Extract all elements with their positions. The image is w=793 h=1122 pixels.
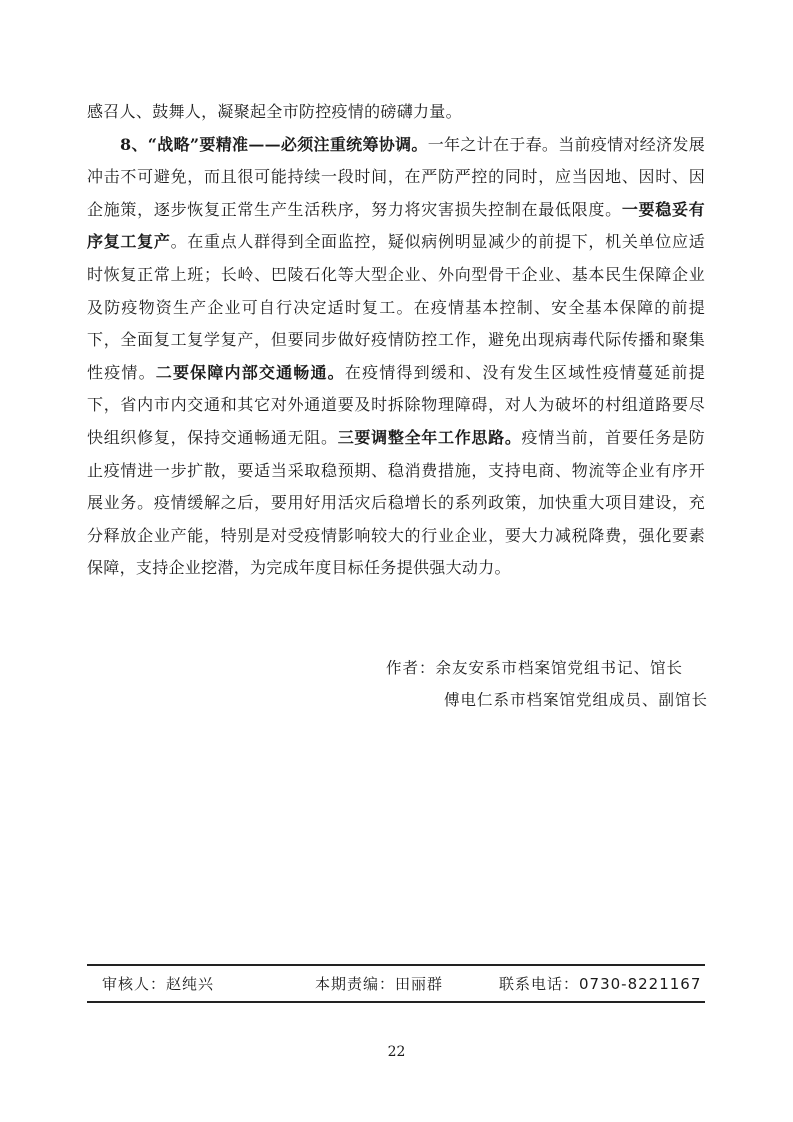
author-block — [380, 652, 720, 716]
point-heading-2: 二要保障内部交通畅通。 — [155, 362, 345, 382]
section-heading: 8、“战略”要精准——必须注重统筹协调。 — [120, 134, 428, 154]
footer-divider-top — [87, 964, 705, 966]
article-body — [87, 96, 705, 585]
page-number: 22 — [387, 1044, 406, 1060]
point-heading-3: 三要调整全年工作思路。 — [337, 427, 522, 447]
paragraph-text: 。在重点人群得到全面监控，疑似病例明显减少的前提下，机关单位应适时恢复正常上班；长岭、巴陵石化等大型企业、外向型骨干企业、基本民生保障企业及防疫物资生产企业可自行决定适时复工。在疫情基本控制、安全基本保障的前提下，全面复工复学复产，但要同步做好疫情防控工作，避免出现病毒代际传播和聚集性疫情。 — [87, 232, 705, 382]
footer-editor: 本期责编：田丽群 — [315, 975, 444, 993]
footer-info — [87, 970, 705, 998]
author-line-1: 作者：余友安系市档案馆党组书记、馆长 — [386, 659, 684, 677]
paragraph-text: 在疫情得到缓和、没有发生区域性疫情蔓延前提下，省内市内交通和其它对外通道要及时拆除物理障碍，对人为破坏的村组道路要尽快组织修复，保持交通畅通无阻。 — [87, 362, 705, 447]
point-heading-1: 一要稳妥有序复工复产 — [87, 199, 705, 252]
footer-phone: 联系电话：0730-8221167 — [499, 975, 702, 993]
footer-divider-bottom — [87, 1001, 705, 1003]
footer-reviewer: 审核人：赵纯兴 — [102, 975, 215, 993]
paragraph-text: 一年之计在于春。当前疫情对经济发展冲击不可避免，而且很可能持续一段时间，在严防严控的同时，应当因地、因时、因企施策，逐步恢复正常生产生活秩序，努力将灾害损失控制在最低限度。 — [87, 134, 705, 219]
paragraph-text: 疫情当前，首要任务是防止疫情进一步扩散，要适当采取稳预期、稳消费措施，支持电商、物流等企业有序开展业务。疫情缓解之后，要用好用活灾后稳增长的系列政策，加快重大项目建设，充分释放企业产能，特别是对受疫情影响较大的行业企业，要大力减税降费，强化要素保障，支持企业挖潜，为完成年度目标任务提供强大动力。 — [87, 427, 705, 578]
paragraph-continuation: 感召人、鼓舞人，凝聚起全市防控疫情的磅礴力量。 — [87, 102, 462, 121]
author-line-2: 傅电仁系市档案馆党组成员、副馆长 — [444, 691, 709, 709]
paragraph-strategy — [87, 129, 705, 585]
